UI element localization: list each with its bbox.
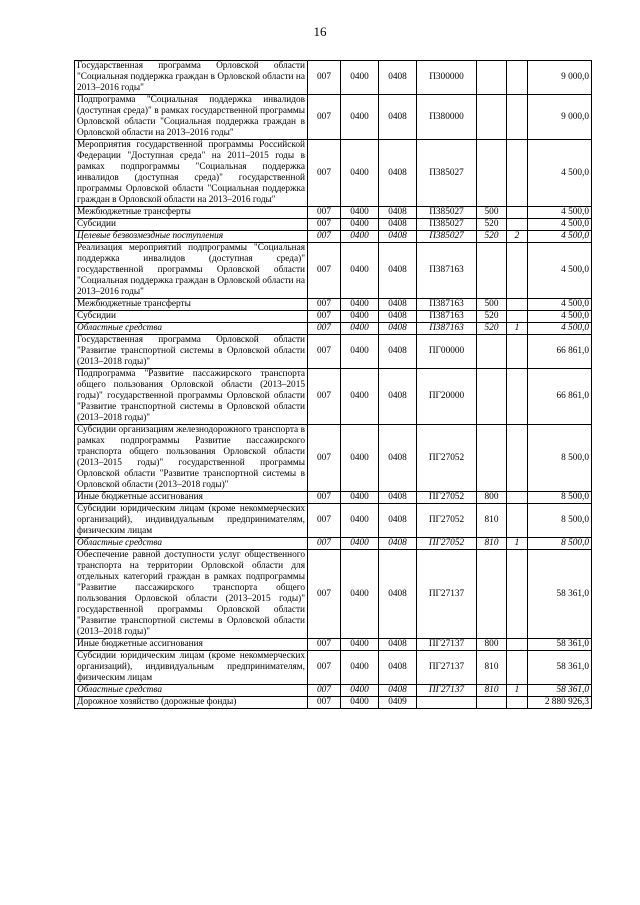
subsection-code: 0408: [379, 231, 417, 243]
expense-type-code: [477, 140, 507, 207]
target-article-code: П385027: [417, 231, 477, 243]
row-name: Субсидии юридическим лицам (кроме некоммерческих организаций), индивидуальным предпринимателям, физическим лицам: [75, 651, 308, 685]
admin-code: 007: [308, 492, 341, 504]
section-code: 0400: [341, 61, 379, 95]
admin-code: 007: [308, 550, 341, 639]
subsection-code: 0408: [379, 685, 417, 697]
admin-code: 007: [308, 311, 341, 323]
expense-type-code: [477, 335, 507, 369]
section-code: 0400: [341, 504, 379, 538]
section-code: 0400: [341, 697, 379, 709]
subsection-code: 0408: [379, 95, 417, 140]
table-row: [75, 311, 592, 323]
section-code: 0400: [341, 231, 379, 243]
funding-source-code: [507, 207, 528, 219]
row-name: Дорожное хозяйство (дорожные фонды): [75, 697, 308, 709]
admin-code: 007: [308, 685, 341, 697]
table-row: [75, 504, 592, 538]
funding-source-code: [507, 651, 528, 685]
admin-code: 007: [308, 504, 341, 538]
subsection-code: 0409: [379, 697, 417, 709]
subsection-code: 0408: [379, 492, 417, 504]
target-article-code: П387163: [417, 243, 477, 299]
funding-source-code: 2: [507, 231, 528, 243]
row-name: Целевые безвозмездные поступления: [75, 231, 308, 243]
target-article-code: ПГ27137: [417, 685, 477, 697]
subsection-code: 0408: [379, 550, 417, 639]
target-article-code: П387163: [417, 311, 477, 323]
section-code: 0400: [341, 311, 379, 323]
funding-source-code: 1: [507, 323, 528, 335]
section-code: 0400: [341, 207, 379, 219]
admin-code: 007: [308, 231, 341, 243]
subsection-code: 0408: [379, 323, 417, 335]
expense-type-code: 520: [477, 231, 507, 243]
table-row: [75, 140, 592, 207]
target-article-code: ПГ27137: [417, 550, 477, 639]
expense-type-code: [477, 95, 507, 140]
expense-type-code: 810: [477, 504, 507, 538]
target-article-code: ПГ27052: [417, 425, 477, 492]
target-article-code: ПГ27052: [417, 538, 477, 550]
table-row: [75, 243, 592, 299]
table-row: [75, 697, 592, 709]
row-name: Межбюджетные трансферты: [75, 207, 308, 219]
table-row: [75, 219, 592, 231]
amount: 66 861,0: [528, 369, 592, 425]
table-row: [75, 651, 592, 685]
amount: 4 500,0: [528, 243, 592, 299]
target-article-code: П387163: [417, 323, 477, 335]
table-row: [75, 685, 592, 697]
target-article-code: ПГ00000: [417, 335, 477, 369]
amount: 8 500,0: [528, 504, 592, 538]
funding-source-code: [507, 550, 528, 639]
subsection-code: 0408: [379, 311, 417, 323]
admin-code: 007: [308, 95, 341, 140]
amount: 9 000,0: [528, 95, 592, 140]
target-article-code: П300000: [417, 61, 477, 95]
expense-type-code: 500: [477, 207, 507, 219]
amount: 4 500,0: [528, 207, 592, 219]
subsection-code: 0408: [379, 299, 417, 311]
funding-source-code: 1: [507, 685, 528, 697]
funding-source-code: [507, 219, 528, 231]
amount: 8 500,0: [528, 538, 592, 550]
admin-code: 007: [308, 538, 341, 550]
subsection-code: 0408: [379, 504, 417, 538]
section-code: 0400: [341, 323, 379, 335]
row-name: Реализация мероприятий подпрограммы "Социальная поддержка инвалидов (доступная среда)" государственной программы Орловской области "Социальная поддержка граждан в Орловской области на 2013–2016 годы": [75, 243, 308, 299]
expense-type-code: 500: [477, 299, 507, 311]
amount: 58 361,0: [528, 639, 592, 651]
admin-code: 007: [308, 219, 341, 231]
amount: 58 361,0: [528, 685, 592, 697]
expense-type-code: [477, 550, 507, 639]
row-name: Областные средства: [75, 538, 308, 550]
funding-source-code: [507, 311, 528, 323]
section-code: 0400: [341, 538, 379, 550]
subsection-code: 0408: [379, 425, 417, 492]
amount: 4 500,0: [528, 140, 592, 207]
target-article-code: ПГ27137: [417, 651, 477, 685]
funding-source-code: [507, 425, 528, 492]
target-article-code: П385027: [417, 140, 477, 207]
amount: 9 000,0: [528, 61, 592, 95]
expense-type-code: [477, 243, 507, 299]
funding-source-code: [507, 504, 528, 538]
table-row: [75, 492, 592, 504]
section-code: 0400: [341, 639, 379, 651]
page-number: 16: [313, 24, 327, 39]
admin-code: 007: [308, 651, 341, 685]
row-name: Субсидии: [75, 311, 308, 323]
subsection-code: 0408: [379, 61, 417, 95]
row-name: Мероприятия государственной программы Российской Федерации "Доступная среда" на 2011–2015 годы в рамках подпрограммы "Социальная поддержка инвалидов (доступная среда)" государственной программы Орловской области "Социальная поддержка граждан в Орловской области на 2013–2016 годы": [75, 140, 308, 207]
row-name: Государственная программа Орловской области "Социальная поддержка граждан в Орловской области на 2013–2016 годы": [75, 61, 308, 95]
row-name: Субсидии юридическим лицам (кроме некоммерческих организаций), индивидуальным предпринимателям, физическим лицам: [75, 504, 308, 538]
funding-source-code: [507, 697, 528, 709]
row-name: Межбюджетные трансферты: [75, 299, 308, 311]
target-article-code: ПГ20000: [417, 369, 477, 425]
admin-code: 007: [308, 207, 341, 219]
funding-source-code: [507, 492, 528, 504]
table-row: [75, 425, 592, 492]
row-name: Областные средства: [75, 685, 308, 697]
amount: 2 880 926,3: [528, 697, 592, 709]
table-row: [75, 323, 592, 335]
admin-code: 007: [308, 243, 341, 299]
funding-source-code: [507, 95, 528, 140]
amount: 8 500,0: [528, 492, 592, 504]
row-name: Обеспечение равной доступности услуг общественного транспорта на территории Орловской области для отдельных категорий граждан в рамках подпрограммы "Развитие пассажирского транспорта общего пользования Орловской области (2013–2015 годы)" государственной программы Орловской области "Развитие транспортной системы в Орловской области (2013–2018 годы)": [75, 550, 308, 639]
admin-code: 007: [308, 61, 341, 95]
amount: 58 361,0: [528, 651, 592, 685]
admin-code: 007: [308, 425, 341, 492]
section-code: 0400: [341, 425, 379, 492]
section-code: 0400: [341, 369, 379, 425]
amount: 58 361,0: [528, 550, 592, 639]
amount: 8 500,0: [528, 425, 592, 492]
admin-code: 007: [308, 323, 341, 335]
target-article-code: [417, 697, 477, 709]
budget-table: [74, 60, 592, 709]
table-row: [75, 207, 592, 219]
target-article-code: П380000: [417, 95, 477, 140]
funding-source-code: [507, 335, 528, 369]
funding-source-code: 1: [507, 538, 528, 550]
row-name: Субсидии организациям железнодорожного транспорта в рамках подпрограммы Развитие пассажирского транспорта общего пользования Орловской области (2013–2015 годы)" государственной программы Орловской области "Развитие транспортной системы в Орловской области (2013–2018 годы)": [75, 425, 308, 492]
amount: 4 500,0: [528, 299, 592, 311]
expense-type-code: 810: [477, 538, 507, 550]
row-name: Государственная программа Орловской области "Развитие транспортной системы в Орловской области (2013–2018 годы)": [75, 335, 308, 369]
subsection-code: 0408: [379, 335, 417, 369]
row-name: Подпрограмма "Развитие пассажирского транспорта общего пользования Орловской области (2013–2015 годы)" государственной программы Орловской области "Развитие транспортной системы в Орловской области (2013–2018 годы)": [75, 369, 308, 425]
row-name: Подпрограмма "Социальная поддержка инвалидов (доступная среда)" в рамках государственной программы Орловской области "Социальная поддержка граждан в Орловской области на 2013–2016 годы": [75, 95, 308, 140]
admin-code: 007: [308, 140, 341, 207]
expense-type-code: 520: [477, 311, 507, 323]
funding-source-code: [507, 140, 528, 207]
budget-table-body: [75, 61, 592, 709]
section-code: 0400: [341, 651, 379, 685]
table-row: [75, 61, 592, 95]
expense-type-code: [477, 697, 507, 709]
funding-source-code: [507, 299, 528, 311]
subsection-code: 0408: [379, 651, 417, 685]
table-row: [75, 95, 592, 140]
row-name: Областные средства: [75, 323, 308, 335]
expense-type-code: 520: [477, 219, 507, 231]
expense-type-code: [477, 369, 507, 425]
subsection-code: 0408: [379, 538, 417, 550]
amount: 4 500,0: [528, 311, 592, 323]
subsection-code: 0408: [379, 639, 417, 651]
funding-source-code: [507, 61, 528, 95]
section-code: 0400: [341, 95, 379, 140]
row-name: Субсидии: [75, 219, 308, 231]
table-row: [75, 639, 592, 651]
admin-code: 007: [308, 299, 341, 311]
admin-code: 007: [308, 335, 341, 369]
target-article-code: ПГ27052: [417, 492, 477, 504]
amount: 4 500,0: [528, 219, 592, 231]
section-code: 0400: [341, 492, 379, 504]
section-code: 0400: [341, 685, 379, 697]
table-row: [75, 550, 592, 639]
table-row: [75, 299, 592, 311]
table-row: [75, 335, 592, 369]
expense-type-code: [477, 425, 507, 492]
target-article-code: П385027: [417, 207, 477, 219]
table-row: [75, 369, 592, 425]
subsection-code: 0408: [379, 369, 417, 425]
admin-code: 007: [308, 639, 341, 651]
amount: 66 861,0: [528, 335, 592, 369]
section-code: 0400: [341, 140, 379, 207]
subsection-code: 0408: [379, 207, 417, 219]
section-code: 0400: [341, 550, 379, 639]
admin-code: 007: [308, 697, 341, 709]
funding-source-code: [507, 243, 528, 299]
subsection-code: 0408: [379, 140, 417, 207]
target-article-code: П385027: [417, 219, 477, 231]
section-code: 0400: [341, 219, 379, 231]
amount: 4 500,0: [528, 231, 592, 243]
expense-type-code: 800: [477, 492, 507, 504]
section-code: 0400: [341, 299, 379, 311]
expense-type-code: 520: [477, 323, 507, 335]
section-code: 0400: [341, 243, 379, 299]
target-article-code: ПГ27137: [417, 639, 477, 651]
funding-source-code: [507, 369, 528, 425]
expense-type-code: 800: [477, 639, 507, 651]
amount: 4 500,0: [528, 323, 592, 335]
target-article-code: П387163: [417, 299, 477, 311]
table-row: [75, 538, 592, 550]
admin-code: 007: [308, 369, 341, 425]
table-row: [75, 231, 592, 243]
expense-type-code: [477, 61, 507, 95]
expense-type-code: 810: [477, 651, 507, 685]
row-name: Иные бюджетные ассигнования: [75, 492, 308, 504]
funding-source-code: [507, 639, 528, 651]
row-name: Иные бюджетные ассигнования: [75, 639, 308, 651]
section-code: 0400: [341, 335, 379, 369]
subsection-code: 0408: [379, 243, 417, 299]
subsection-code: 0408: [379, 219, 417, 231]
expense-type-code: 810: [477, 685, 507, 697]
target-article-code: ПГ27052: [417, 504, 477, 538]
